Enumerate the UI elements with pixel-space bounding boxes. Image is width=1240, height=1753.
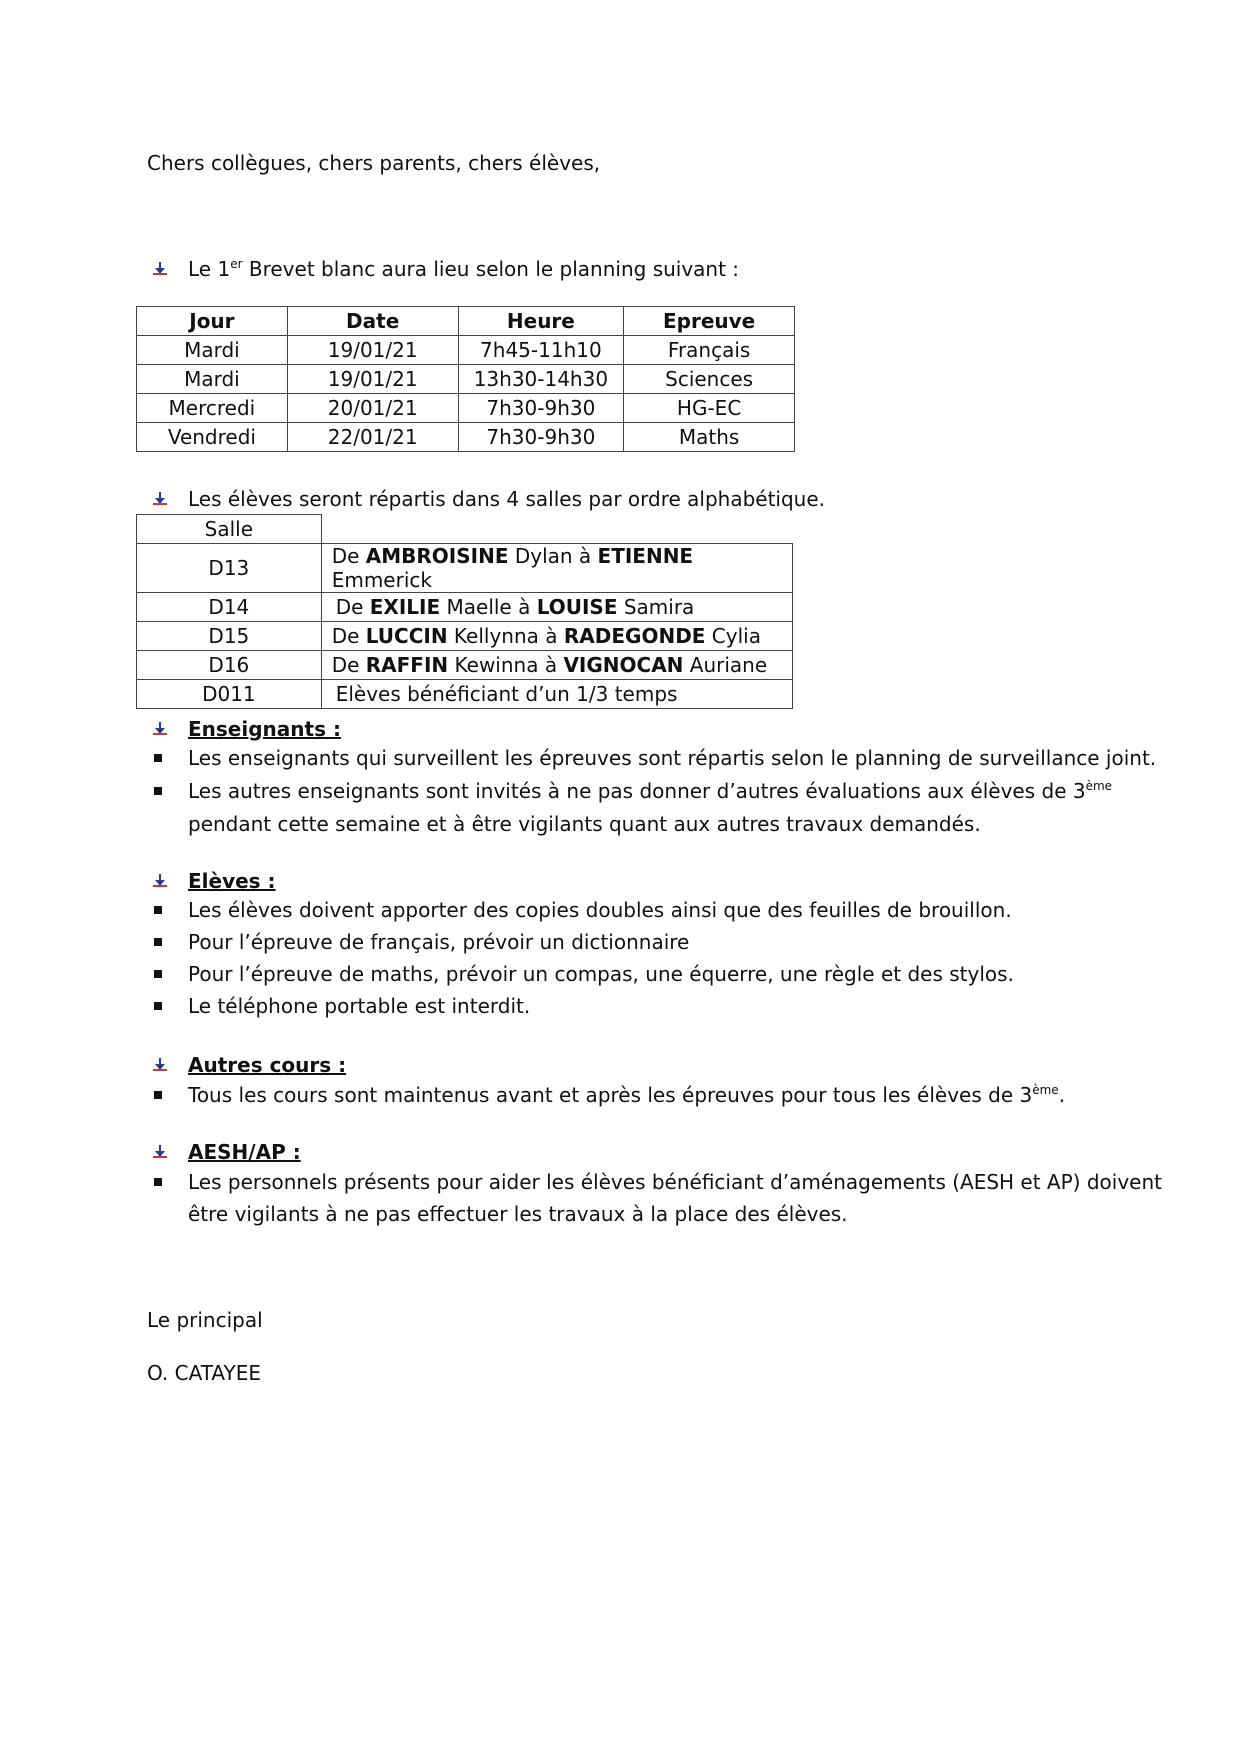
salles-header-cell: Salle [137,515,322,544]
greeting: Chers collègues, chers parents, chers élèves, [147,151,601,175]
table-row [137,651,793,680]
salle-cell: D14 [137,593,322,622]
planning-cell: 19/01/21 [287,336,458,365]
arrow-bullet-icon [152,492,168,506]
square-bullet-icon [154,1091,162,1099]
aesh-item: Les personnels présents pour aider les élèves bénéficiant d’aménagements (AESH et AP) doivent [188,1170,1162,1194]
salle-cell: D011 [137,680,322,709]
eleves-item: Pour l’épreuve de maths, prévoir un compas, une équerre, une règle et des stylos. [188,962,1014,986]
enseignants-item: Les autres enseignants sont invités à ne pas donner d’autres évaluations aux élèves de 3ème [188,779,1113,803]
planning-cell: Mercredi [137,394,288,423]
table-row [137,544,793,593]
arrow-bullet-icon [152,722,168,736]
planning-intro: Le 1er Brevet blanc aura lieu selon le planning suivant : [188,257,740,281]
names-cell: De LUCCIN Kellynna à RADEGONDE Cylia [321,622,792,651]
planning-cell: Vendredi [137,423,288,452]
planning-cell: 7h45-11h10 [458,336,624,365]
enseignants-item: Les enseignants qui surveillent les épreuves sont répartis selon le planning de surveillance joint. [188,746,1157,770]
salle-cell: D13 [137,544,322,593]
planning-header-cell: Date [287,307,458,336]
planning-cell: Français [624,336,795,365]
arrow-bullet-icon [152,1058,168,1072]
salles-header-row [137,515,793,544]
planning-header-cell: Heure [458,307,624,336]
square-bullet-icon [154,1002,162,1010]
planning-header-cell: Epreuve [624,307,795,336]
salle-cell: D16 [137,651,322,680]
table-row [137,622,793,651]
eleves-item: Le téléphone portable est interdit. [188,994,531,1018]
square-bullet-icon [154,938,162,946]
eleves-item: Pour l’épreuve de français, prévoir un dictionnaire [188,930,690,954]
arrow-bullet-icon [152,1145,168,1159]
salles-table [136,514,793,709]
aesh-item-continuation: être vigilants à ne pas effectuer les travaux à la place des élèves. [188,1202,848,1226]
planning-cell: HG-EC [624,394,795,423]
eleves-item: Les élèves doivent apporter des copies doubles ainsi que des feuilles de brouillon. [188,898,1012,922]
planning-header-cell: Jour [137,307,288,336]
table-row [137,365,795,394]
planning-cell: 20/01/21 [287,394,458,423]
table-row [137,593,793,622]
section-title-eleves: Elèves : [188,869,276,893]
section-title-aesh: AESH/AP : [188,1140,301,1164]
names-cell: De RAFFIN Kewinna à VIGNOCAN Auriane [321,651,792,680]
signature-role: Le principal [147,1308,263,1332]
table-row [137,394,795,423]
planning-cell: 19/01/21 [287,365,458,394]
planning-cell: Sciences [624,365,795,394]
square-bullet-icon [154,1178,162,1186]
square-bullet-icon [154,787,162,795]
planning-cell: 7h30-9h30 [458,423,624,452]
square-bullet-icon [154,970,162,978]
section-title-autres-cours: Autres cours : [188,1053,347,1077]
enseignants-item-continuation: pendant cette semaine et à être vigilants quant aux autres travaux demandés. [188,812,981,836]
planning-header-row [137,307,795,336]
autres-item: Tous les cours sont maintenus avant et après les épreuves pour tous les élèves de 3ème. [188,1083,1066,1107]
section-title-enseignants: Enseignants : [188,717,341,741]
signature-name: O. CATAYEE [147,1361,262,1385]
planning-cell: 7h30-9h30 [458,394,624,423]
planning-cell: Maths [624,423,795,452]
salle-cell: D15 [137,622,322,651]
empty-cell [321,515,792,544]
names-cell: De EXILIE Maelle à LOUISE Samira [321,593,792,622]
table-row [137,423,795,452]
square-bullet-icon [154,906,162,914]
arrow-bullet-icon [152,874,168,888]
planning-cell: Mardi [137,336,288,365]
square-bullet-icon [154,754,162,762]
planning-cell: 22/01/21 [287,423,458,452]
table-row [137,336,795,365]
names-cell: De AMBROISINE Dylan à ETIENNE Emmerick [321,544,792,593]
salles-intro: Les élèves seront répartis dans 4 salles par ordre alphabétique. [188,487,826,511]
arrow-bullet-icon [152,262,168,276]
planning-cell: Mardi [137,365,288,394]
names-cell: Elèves bénéficiant d’un 1/3 temps [321,680,792,709]
planning-cell: 13h30-14h30 [458,365,624,394]
planning-table [136,306,795,452]
table-row [137,680,793,709]
